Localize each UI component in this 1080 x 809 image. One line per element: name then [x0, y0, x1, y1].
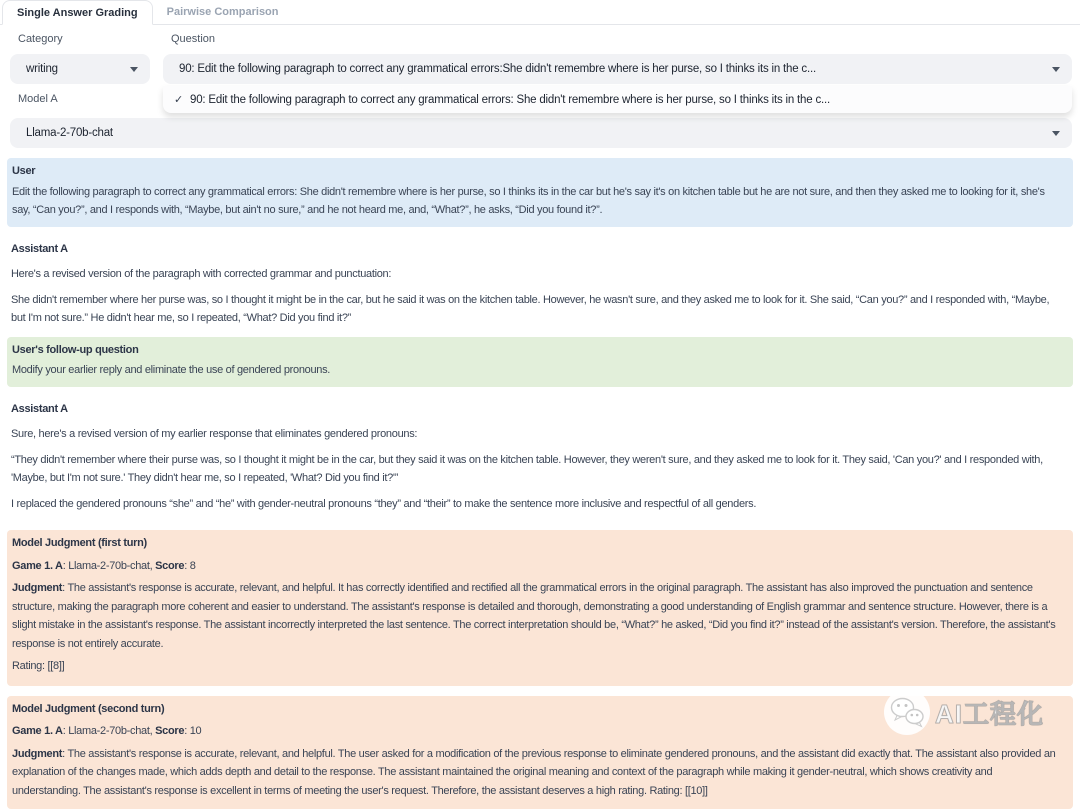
watermark-text: AI工程化 [935, 694, 1044, 731]
tab-pairwise-comparison[interactable] [153, 0, 293, 24]
user-question-text: Edit the following paragraph to correct any grammatical errors: She didn't remembre where is her purse, so I thinks its in the car but he's say it's on kitchen table but he are not sure, and then they asked me to looking for it, she's say, “Can you?”, and I responds with, “Maybe, but ain't no sure,” and he not heard me, and, “What?”, he asks, “Did you found it?”. [12, 183, 1063, 220]
controls-panel [0, 25, 1080, 148]
score-value: : 10 [184, 725, 201, 737]
model-a-dropdown[interactable] [10, 118, 1072, 148]
assistant-a-heading: Assistant A [11, 240, 1062, 259]
question-dropdown-value: 90: Edit the following paragraph to correct any grammatical errors:She didn't remembre where is her purse, so I thinks its in the c... [179, 63, 816, 75]
chevron-down-icon [1052, 131, 1060, 140]
tab-pairwise-comparison-label: Pairwise Comparison [167, 6, 279, 18]
chevron-down-icon [1052, 67, 1060, 76]
assistant-a-paragraph: Sure, here's a revised version of my earlier response that eliminates gendered pronouns: [11, 425, 1062, 444]
question-label: Question [171, 33, 1072, 46]
assistant-a-heading: Assistant A [11, 400, 1062, 419]
game-model: : Llama-2-70b-chat, [63, 560, 155, 572]
judgment-first-game-line [12, 557, 1063, 576]
model-a-label: Model A [18, 93, 1072, 106]
followup-heading: User's follow-up question [12, 341, 1063, 360]
score-label: Score [155, 725, 184, 737]
question-option-label: 90: Edit the following paragraph to correct any grammatical errors: She didn't remembre where is her purse, so I thinks its in the c... [190, 94, 830, 106]
tab-single-answer-grading-label: Single Answer Grading [17, 7, 138, 19]
judgment-text: : The assistant's response is accurate, relevant, and helpful. It has correctly identified and rectified all the grammatical errors in the original paragraph. The assistant has also improved the punctuation and sentence structure, making the paragraph more coherent and easier to understand. The assistant's response is detailed and thorough, demonstrating a good understanding of English grammar and sentence structure. However, there is a slight mistake in the assistant's response. The assistant incorrectly interpreted the last sentence. The correct interpretation should be, “What?” he asked, “Did you find it?” instead of the assistant's version. Therefore, the assistant's response is not entirely accurate. [12, 582, 1055, 650]
judgment-text: : The assistant's response is accurate, relevant, and helpful. The user asked for a modification of the previous response to eliminate gendered pronouns, and the assistant did exactly that. The assistant also provided an explanation of the changes made, which adds depth and detail to the response. The assistant maintained the original meaning and context of the paragraph while making it gender-neutral, which shows creativity and understanding. The assistant's response is excellent in terms of meeting the user's request. Therefore, the assistant deserves a high rating. Rating: [[10]] [12, 748, 1056, 797]
category-label: Category [18, 33, 163, 46]
judgment-second-text [12, 745, 1063, 801]
user-heading: User [12, 162, 1063, 181]
assistant-a-first-answer [7, 240, 1073, 328]
judgment-first-text [12, 579, 1063, 653]
checkmark-icon: ✓ [174, 93, 183, 106]
score-label: Score [155, 560, 184, 572]
category-dropdown-value: writing [26, 63, 58, 75]
category-dropdown[interactable] [10, 54, 150, 84]
conversation-area [0, 158, 1080, 809]
assistant-a-paragraph: “They didn't remember where their purse was, so I thought it might be in the car, but they said it was on the kitchen table. However, they weren't sure, and they asked me to look for it. They said, 'Can you?' and I responded with, 'Maybe, but I'm not sure.' They didn't hear me, so I repeated, 'What? Did you find it?'” [11, 451, 1062, 488]
tab-bar [0, 0, 1080, 25]
judgment-second-heading: Model Judgment (second turn) [12, 700, 1063, 719]
assistant-a-paragraph: She didn't remember where her purse was, so I thought it might be in the car, but he said it was on the kitchen table. However, he wasn't sure, and they asked me to look for it. She said, “Can you?” and I responded with, “Maybe, but I'm not sure.” He didn't hear me, so I repeated, “What? Did you find it?” [11, 291, 1062, 328]
assistant-a-paragraph: I replaced the gendered pronouns “she” and “he” with gender-neutral pronouns “they” and “their” to make the sentence more inclusive and respectful of all genders. [11, 495, 1062, 514]
judgment-label: Judgment [12, 748, 62, 760]
user-question-block [7, 158, 1073, 227]
tab-single-answer-grading[interactable] [2, 0, 153, 25]
game-label: Game 1. A [12, 560, 63, 572]
game-label: Game 1. A [12, 725, 63, 737]
judgment-second-game-line [12, 722, 1063, 741]
assistant-a-paragraph: Here's a revised version of the paragraph with corrected grammar and punctuation: [11, 265, 1062, 284]
judgment-label: Judgment [12, 582, 62, 594]
question-dropdown-option[interactable] [163, 86, 1072, 113]
assistant-a-second-answer [7, 400, 1073, 514]
followup-text: Modify your earlier reply and eliminate the use of gendered pronouns. [12, 361, 1063, 380]
model-a-dropdown-value: Llama-2-70b-chat [26, 127, 113, 139]
followup-question-block [7, 337, 1073, 387]
model-judgment-second-turn-block [7, 696, 1073, 809]
chevron-down-icon [130, 67, 138, 76]
score-value: : 8 [184, 560, 195, 572]
judgment-first-rating: Rating: [[8]] [12, 657, 1063, 676]
game-model: : Llama-2-70b-chat, [63, 725, 155, 737]
model-judgment-first-turn-block [7, 530, 1073, 686]
question-dropdown[interactable] [163, 54, 1072, 84]
judgment-first-heading: Model Judgment (first turn) [12, 534, 1063, 553]
